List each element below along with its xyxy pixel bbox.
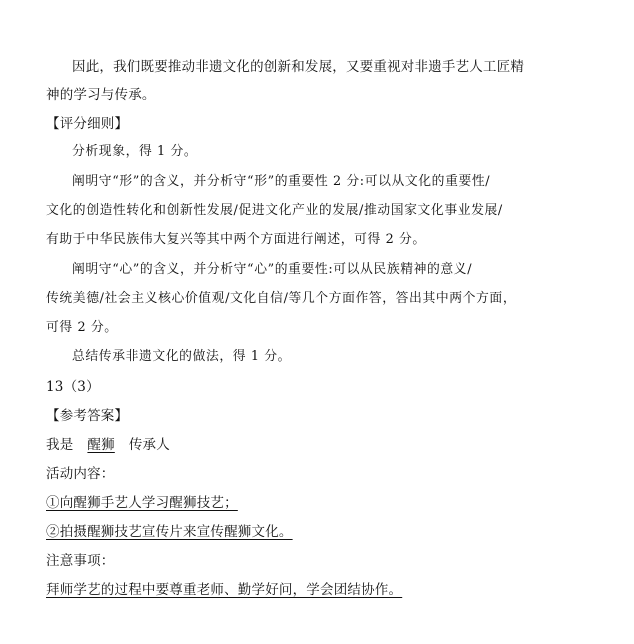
conclusion-paragraph-line-2: 神的学习与传承。	[46, 87, 156, 103]
question-number: 13（3）	[46, 379, 100, 395]
rubric-item-2-line-3: 有助于中华民族伟大复兴等其中两个方面进行阐述，可得 2 分。	[46, 232, 426, 247]
answer-title-blank: 醒狮	[87, 437, 115, 453]
activity-label: 活动内容：	[46, 466, 115, 482]
rubric-item-3-line-2: 传统美德/社会主义核心价值观/文化自信/等几个方面作答，答出其中两个方面，	[46, 291, 517, 306]
rubric-item-4: 总结传承非遗文化的做法，得 1 分。	[72, 349, 292, 364]
answer-title	[46, 435, 170, 455]
rubric-item-3-line-3: 可得 2 分。	[46, 320, 118, 335]
rubric-item-3-line-1: 阐明守“心”的含义，并分析守“心”的重要性:可以从民族精神的意义/	[72, 262, 473, 277]
activity-item-2: ②拍摄醒狮技艺宣传片来宣传醒狮文化。	[46, 524, 293, 540]
rubric-item-1: 分析现象，得 1 分。	[72, 144, 198, 159]
answer-heading: 【参考答案】	[46, 408, 129, 424]
activity-item-1: ①向醒狮手艺人学习醒狮技艺；	[46, 495, 238, 511]
rubric-item-2-line-2: 文化的创造性转化和创新性发展/促进文化产业的发展/推动国家文化事业发展/	[46, 203, 503, 218]
rubric-heading: 【评分细则】	[46, 116, 129, 132]
notes-label: 注意事项：	[46, 553, 115, 569]
conclusion-paragraph-line-1: 因此，我们既要推动非遗文化的创新和发展，又要重视对非遗手艺人工匠精	[72, 59, 525, 75]
note-item-1: 拜师学艺的过程中要尊重老师、勤学好问，学会团结协作。	[46, 582, 403, 598]
rubric-item-2-line-1: 阐明守“形”的含义，并分析守“形”的重要性 2 分:可以从文化的重要性/	[72, 174, 491, 189]
answer-title-prefix: 我是	[46, 437, 74, 453]
answer-title-suffix: 传承人	[128, 437, 170, 453]
